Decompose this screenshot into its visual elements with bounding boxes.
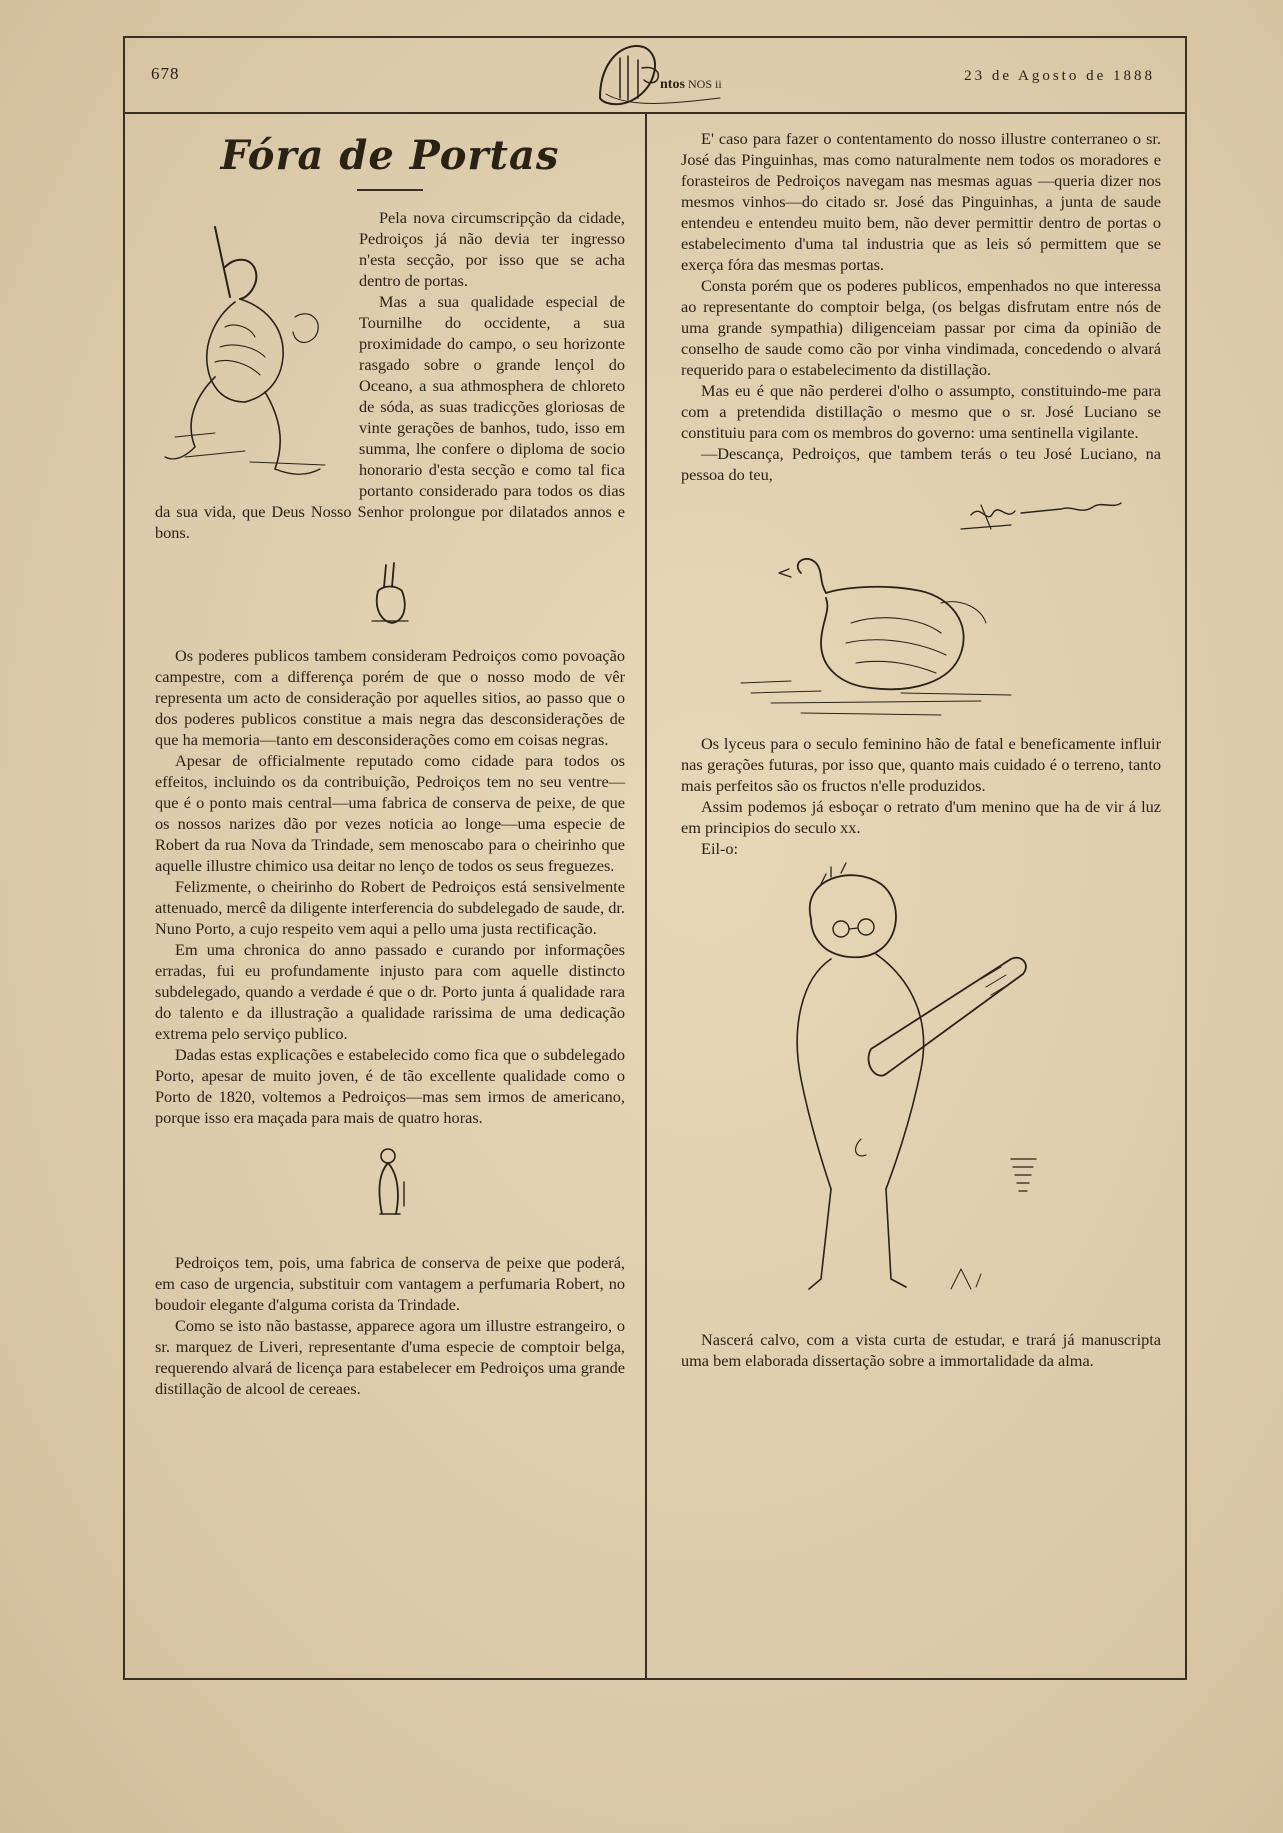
paragraph: Mas a sua qualidade especial de Tournilhe do occidente, a sua proximidade do campo, o seu horizonte rasgado sobre o grande lençol do Oceano, a sua athmosphera de chloreto de sóda, as suas tradicções gloriosas de vinte gerações de banhos, tudo, isso em summa, lhe confere o diploma de socio honorario d'esta secção e como tal fica portanto considerado para todos os dias da sua vida, que Deus Nosso Senhor prolongue por dilatados annos e bons. [155, 292, 625, 542]
article-title: Fóra de Portas [220, 132, 560, 179]
left-column [155, 126, 625, 1399]
masthead-logo [580, 38, 730, 110]
right-column [681, 128, 1161, 1371]
svg-text:ntos: ntos [660, 77, 685, 92]
paragraph: Apesar de officialmente reputado como cidade para todos os effeitos, incluindo os da contribuição, Pedroiços tem no seu ventre—que é o ponto mais central—uma fabrica de conserva de peixe, de que os nossos narizes dão por vezes noticia ao longe—uma especie de Robert da rua Nova da Trindade, sem menoscabo para o cheirinho que aquelle illustre chimico usa deitar no lenço de todos os seus freguezes. [155, 751, 625, 875]
paragraph: Os lyceus para o seculo feminino hão de fatal e beneficamente influir nas gerações futuras, por isso que, quanto mais cuidado é o terreno, tanto mais perfeitos são os fructos n'elle produzidos. [681, 734, 1161, 795]
paragraph: Assim podemos já esboçar o retrato d'um menino que ha de vir á luz em principios do seculo xx. [681, 797, 1161, 837]
paragraph: Felizmente, o cheirinho do Robert de Pedroiços está sensivelmente attenuado, mercê da diligente interferencia do subdelegado de saude, dr. Nuno Porto, a cujo respeito vem aqui a pello uma justa rectificação. [155, 877, 625, 938]
rabbit-ornament [155, 559, 625, 629]
intro-block [155, 207, 625, 543]
page-number: 678 [151, 64, 180, 83]
paragraph: Pela nova circumscripção da cidade, Pedroiços já não devia ter ingresso n'esta secção, por isso que se acha dentro de portas. [359, 208, 625, 290]
knight-illustration [155, 207, 345, 497]
paragraph: E' caso para fazer o contentamento do nosso illustre conterraneo o sr. José das Pinguinhas, mas como naturalmente nem todos os moradores e forasteiros de Pedroiços navegam nas mesmas aguas —queria dizer nos mesmos vinhos—do citado sr. José das Pinguinhas, a junta de saude entendeu e entendeu muito bem, não dever permittir dentro de portas o estabelecimento d'uma tal industria que as leis só permittem que se exerça fóra das mesmas portas. [681, 129, 1161, 274]
paragraph: Dadas estas explicações e estabelecido como fica que o subdelegado Porto, apesar de muito joven, é de tão excellente qualidade como o Porto de 1820, voltemos a Pedroiços—mas sem irmos de americano, porque isso era maçada para mais de quatro horas. [155, 1045, 625, 1127]
svg-text:NOS ii: NOS ii [688, 77, 722, 91]
title-rule [357, 189, 423, 191]
page-frame [123, 36, 1187, 1680]
page-header [125, 38, 1185, 114]
paragraph: Consta porém que os poderes publicos, empenhados no que interessa ao representante do comptoir belga, (os belgas disfrutam entre nós de uma grande sympathia) diligenceiam passar por cima da opinião de conselho de saude como cão por vinha vindimada, concedendo o alvará requerido para o estabelecimento da distillação. [681, 276, 1161, 379]
paragraph: —Descança, Pedroiços, que tambem terás o teu José Luciano, na pessoa do teu, [681, 444, 1161, 484]
small-figure-ornament [155, 1144, 625, 1224]
paragraph: Nascerá calvo, com a vista curta de estudar, e trará já manuscripta uma bem elaborada dissertação sobre a immortalidade da alma. [681, 1330, 1161, 1370]
paragraph: Pedroiços tem, pois, uma fabrica de conserva de peixe que poderá, em caso de urgencia, substituir com vantagem a perfumaria Robert, no boudoir elegante d'alguma corista da Trindade. [155, 1253, 625, 1314]
issue-date: 23 de Agosto de 1888 [964, 68, 1155, 84]
paragraph: Mas eu é que não perderei d'olho o assumpto, constituindo-me para com a pretendida distillação o mesmo que o sr. José Luciano se constituiu para com os membros do governo: uma sentinella vigilante. [681, 381, 1161, 442]
paragraph: Em uma chronica do anno passado e curando por informações erradas, fui eu profundamente injusto para com aquelle distincto subdelegado, quando a verdade é que o dr. Porto junta á qualidade rara do talento e da illustração a qualidade rarissima de uma dedicação extrema pelo serviço publico. [155, 940, 625, 1043]
duck-illustration [681, 543, 1161, 733]
baby-with-bottle-illustration [681, 859, 1161, 1329]
paragraph: Os poderes publicos tambem consideram Pedroiços como povoação campestre, com a differença porém de que o nosso modo de vêr representa um acto de consideração por aquelles sitios, ao passo que o dos poderes publicos constitue a mais negra das desconsiderações de que ha memoria—tanto em desconsiderações como em coisas negras. [155, 646, 625, 749]
paragraph: Eil-o: [701, 839, 739, 858]
paragraph: Como se isto não bastasse, apparece agora um illustre estrangeiro, o sr. marquez de Liveri, representante d'uma especie de comptoir belga, requerendo alvará de licença para estabelecer em Pedroiços uma grande distillação de alcool de cereaes. [155, 1316, 625, 1398]
column-divider [645, 114, 647, 1678]
signature [681, 485, 1161, 543]
